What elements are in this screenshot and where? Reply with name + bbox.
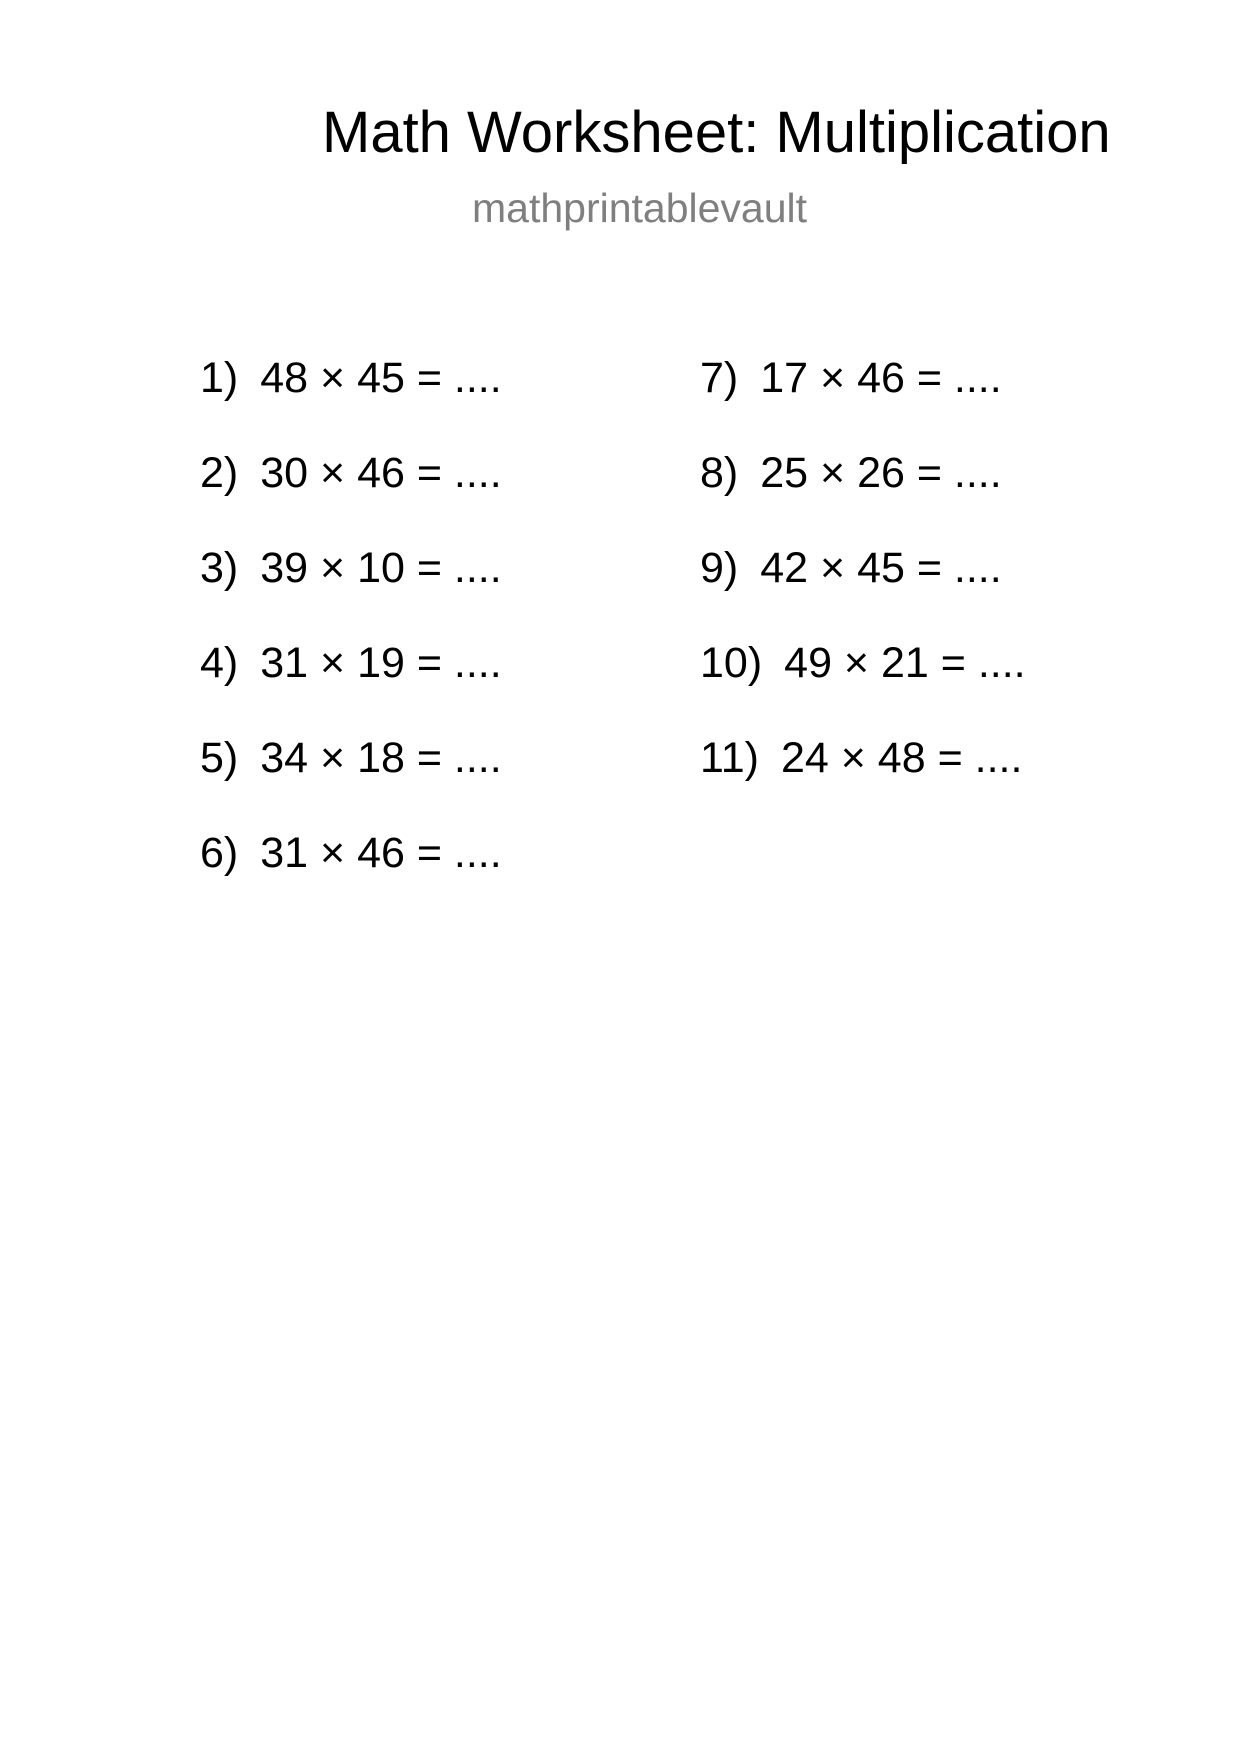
problem-number: 10) [700,639,763,687]
problem-expression: 34 × 18 = .... [260,734,502,782]
problem-7 [700,352,1002,404]
problem-6 [200,827,502,879]
problem-number: 11) [700,734,759,782]
problem-1 [200,352,502,404]
problem-3 [200,542,502,594]
problem-expression: 31 × 19 = .... [260,639,502,687]
problem-2 [200,447,502,499]
problem-expression: 48 × 45 = .... [260,354,502,402]
problem-expression: 31 × 46 = .... [260,829,502,877]
problem-number: 7) [700,354,739,402]
problem-number: 1) [200,354,239,402]
problem-number: 3) [200,544,239,592]
problem-5 [200,732,502,784]
problem-expression: 30 × 46 = .... [260,449,502,497]
problem-number: 9) [700,544,739,592]
problem-expression: 17 × 46 = .... [760,354,1002,402]
problem-10 [700,637,1026,689]
problem-expression: 39 × 10 = .... [260,544,502,592]
worksheet-title: Math Worksheet: Multiplication [322,100,1111,165]
problem-expression: 24 × 48 = .... [780,734,1023,782]
problem-expression: 42 × 45 = .... [760,544,1002,592]
problem-number: 6) [200,829,239,877]
problem-number: 5) [200,734,239,782]
problem-4 [200,637,502,689]
problem-9 [700,542,1002,594]
worksheet-source: mathprintablevault [472,185,808,231]
problem-number: 4) [200,639,239,687]
problem-expression: 25 × 26 = .... [760,449,1002,497]
problem-number: 2) [200,449,239,497]
problem-expression: 49 × 21 = .... [784,639,1026,687]
problem-11 [700,732,1022,784]
problem-8 [700,447,1002,499]
problem-number: 8) [700,449,739,497]
